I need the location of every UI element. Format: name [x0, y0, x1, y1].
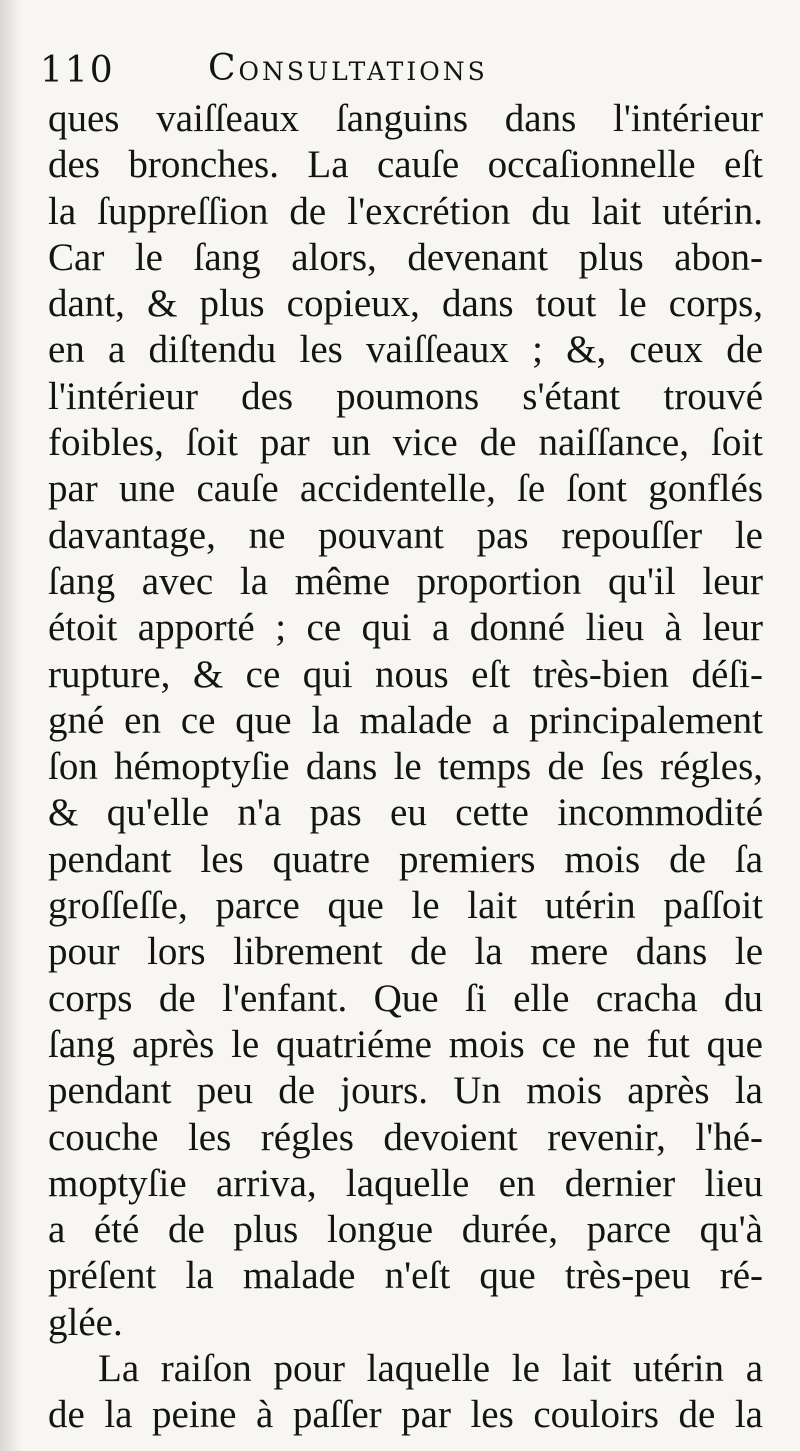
text-line: glée.	[48, 1300, 123, 1344]
text-line: par une cauſe accidentelle, ſe ſont gonflés	[48, 467, 763, 511]
text-line: étoit apporté ; ce qui a donné lieu à leur	[48, 606, 763, 650]
body-text	[48, 96, 763, 1439]
page-number: 110	[40, 50, 115, 91]
text-line: ques vaiſſeaux ſanguins dans l'intérieur	[48, 97, 763, 140]
text-line: & qu'elle n'a pas eu cette incommodité	[48, 791, 763, 835]
running-title: Consultations	[208, 48, 488, 89]
text-line: Car le ſang alors, devenant plus abon-	[48, 235, 763, 279]
text-line: de la peine à paſſer par les couloirs de la	[48, 1393, 763, 1437]
text-line: rupture, & ce qui nous eſt très-bien déſi-	[48, 652, 763, 696]
text-line: préſent la malade n'eſt que très-peu ré-	[48, 1254, 763, 1298]
text-line: la ſuppreſſion de l'excrétion du lait utérin.	[48, 189, 763, 233]
text-line: corps de l'enfant. Que ſi elle cracha du	[48, 976, 763, 1020]
text-line: La raiſon pour laquelle le lait utérin a	[98, 1347, 763, 1391]
text-line: en a diſtendu les vaiſſeaux ; &, ceux de	[48, 328, 763, 372]
text-line: gné en ce que la malade a principalement	[48, 698, 763, 742]
text-line: pour lors librement de la mere dans le	[48, 930, 763, 974]
text-line: dant, & plus copieux, dans tout le corps,	[48, 282, 763, 326]
text-line: l'intérieur des poumons s'étant trouvé	[48, 374, 763, 418]
running-head	[40, 44, 760, 94]
text-line: pendant peu de jours. Un mois après la	[48, 1069, 763, 1113]
paragraph-2	[48, 1346, 763, 1439]
text-line: couche les régles devoient revenir, l'hé-	[48, 1115, 763, 1159]
text-line: foibles, ſoit par un vice de naiſſance, ſoit	[48, 421, 763, 465]
page-gutter-shadow	[0, 0, 22, 1451]
text-line: ſang après le quatriéme mois ce ne fut que	[48, 1022, 763, 1066]
text-line: des bronches. La cauſe occaſionnelle eſt	[48, 143, 763, 187]
text-line: ſang avec la même proportion qu'il leur	[48, 559, 763, 603]
text-line: davantage, ne pouvant pas repouſſer le	[48, 513, 763, 557]
text-line: moptyſie arriva, laquelle en dernier lieu	[48, 1161, 763, 1205]
paragraph-1	[48, 96, 763, 1346]
text-line: ſon hémoptyſie dans le temps de ſes régles,	[48, 745, 763, 789]
text-line: pendant les quatre premiers mois de ſa	[48, 837, 763, 881]
text-line: groſſeſſe, parce que le lait utérin paſſoit	[48, 884, 763, 928]
text-line: a été de plus longue durée, parce qu'à	[48, 1208, 763, 1252]
